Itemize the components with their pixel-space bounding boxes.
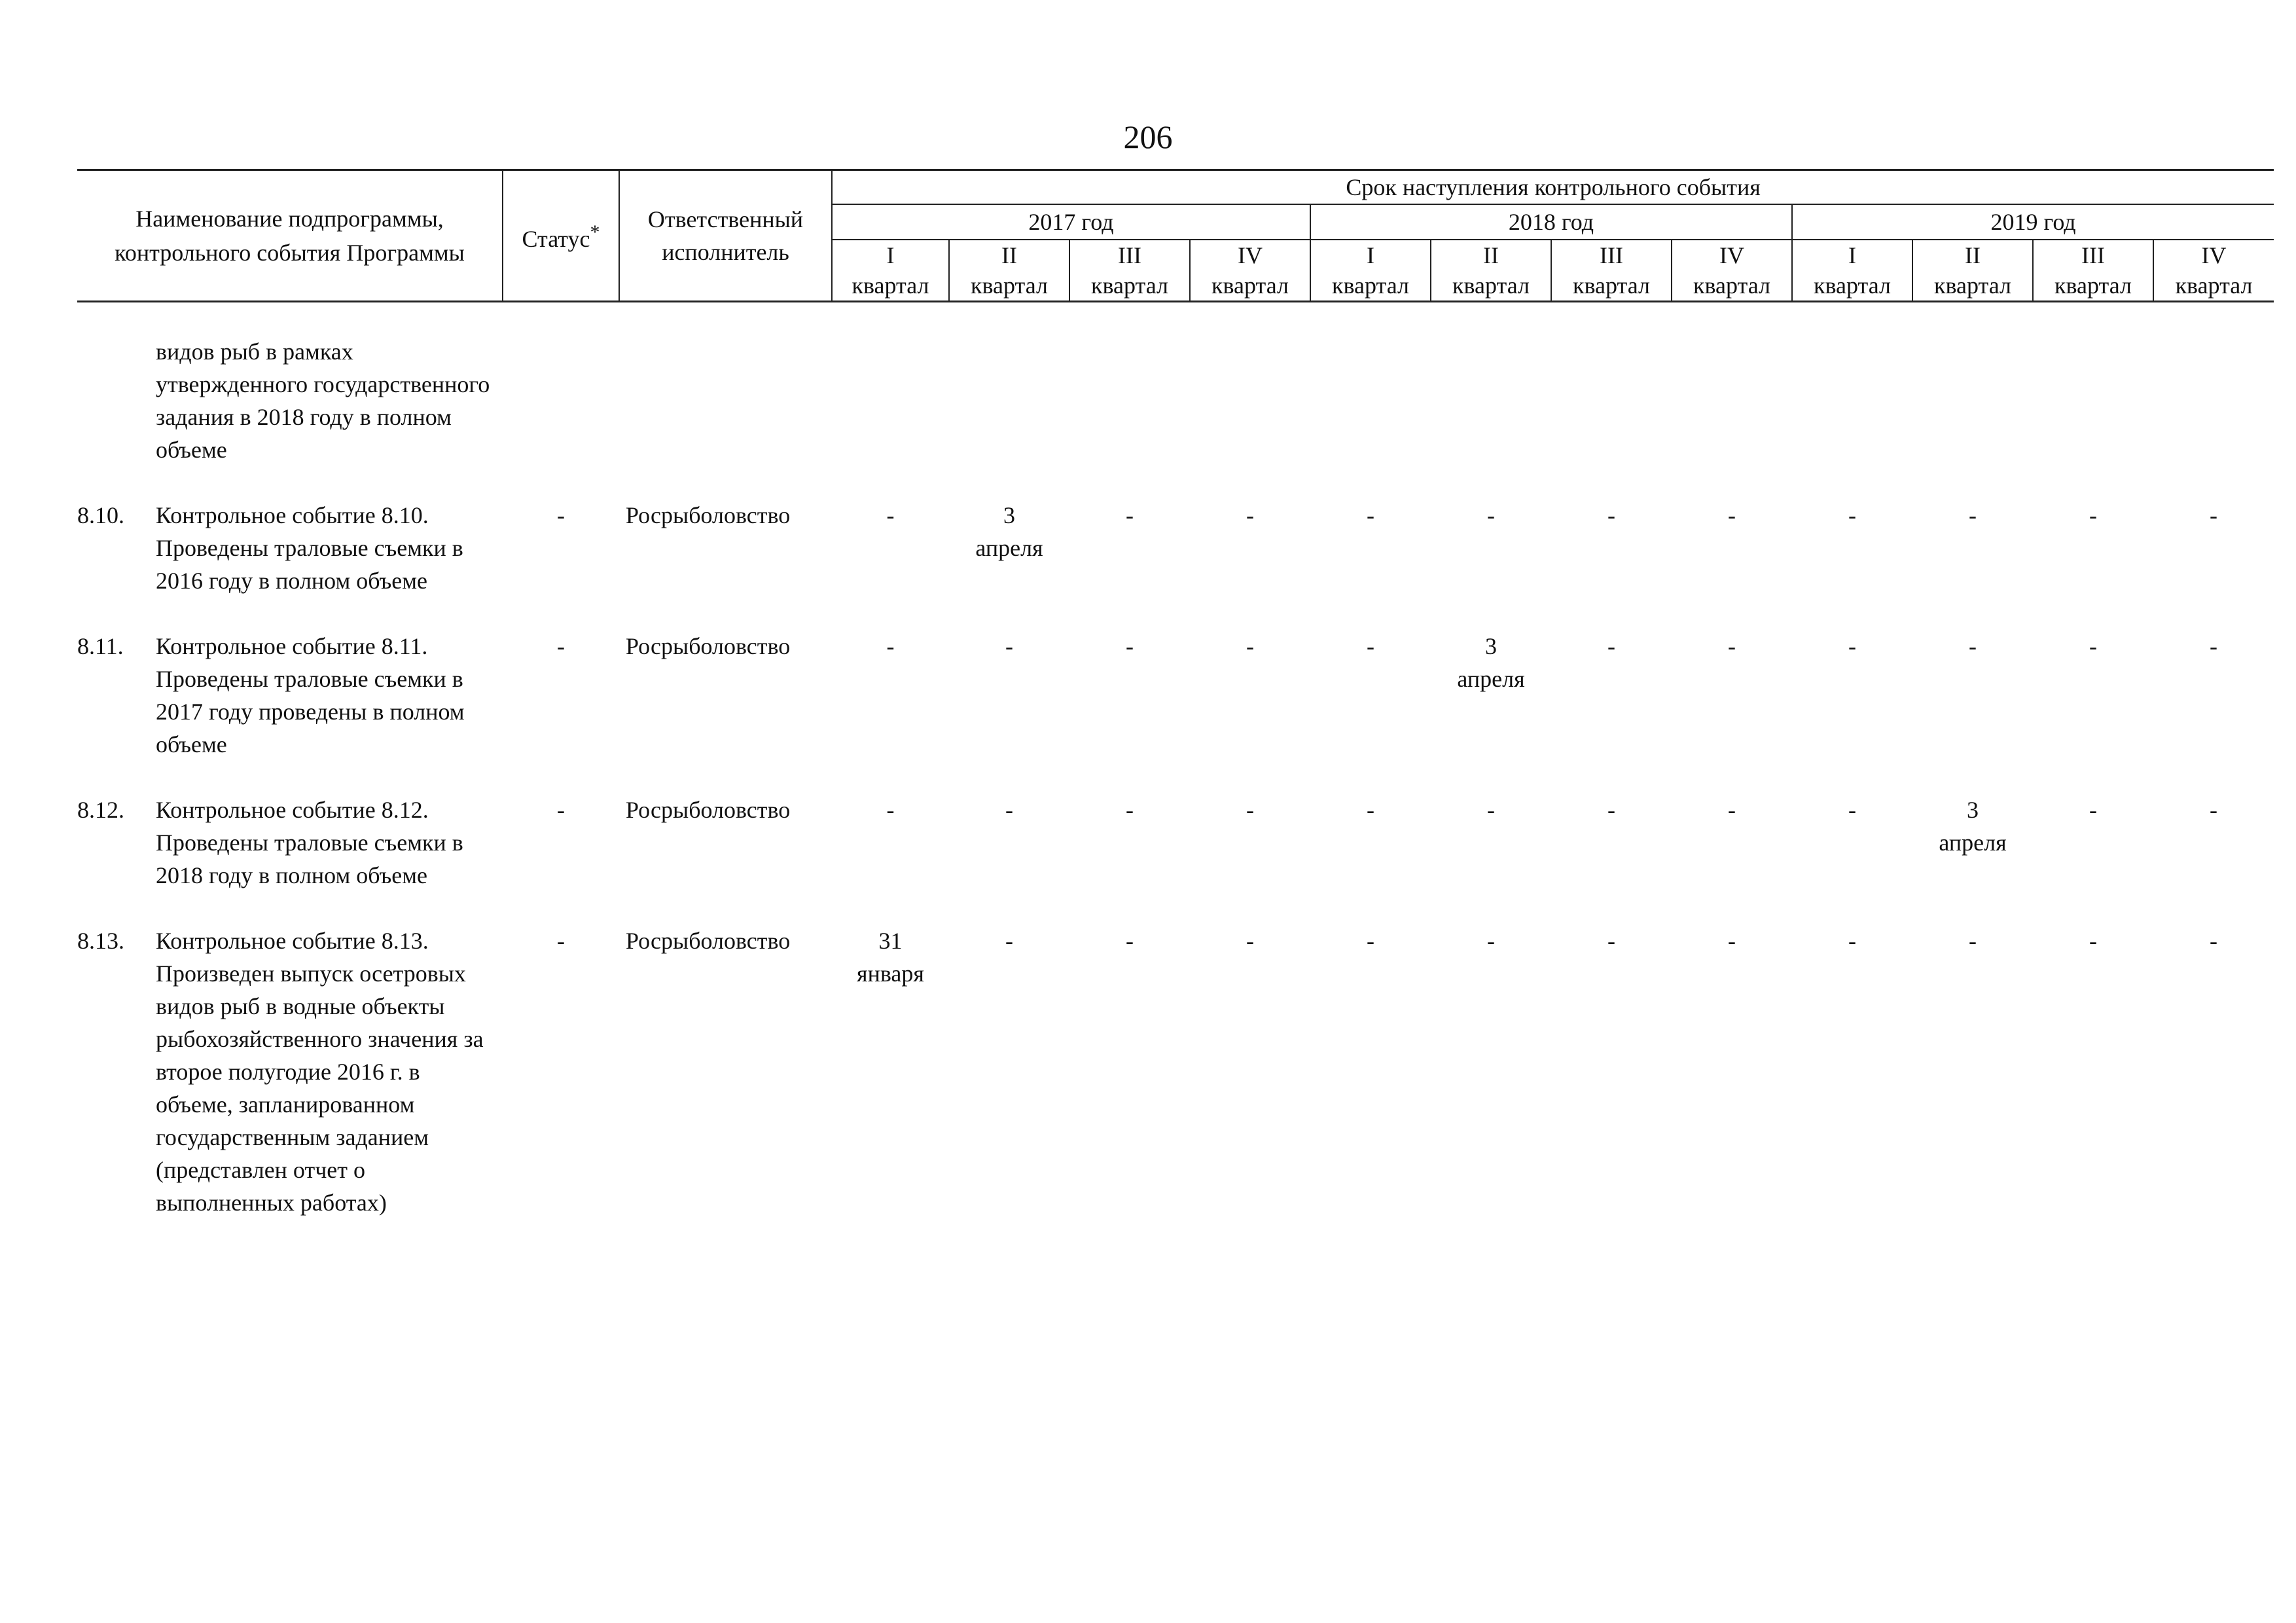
event-name-cell: [77, 630, 503, 761]
header-quarter: [832, 240, 949, 302]
quarter-deadline: -: [1246, 633, 1254, 659]
header-quarter-number: III: [1118, 242, 1141, 268]
event-status: -: [557, 928, 565, 954]
quarter-deadline: -: [1607, 928, 1615, 954]
header-status-label: Статус: [522, 226, 590, 252]
header-quarter: [1431, 240, 1551, 302]
event-name: Контрольное событие 8.13. Произведен выпуск осетровых видов рыб в водные объекты рыбохозяйственного значения за второе полугодие 2016 г. в объеме, запланированном государственным заданием (представлен отчет о выполненных работах): [156, 928, 484, 1216]
table-row: [77, 499, 2274, 597]
header-quarter-number: I: [1848, 242, 1856, 268]
event-number: 8.11.: [77, 633, 124, 659]
quarter-deadline: -: [1607, 502, 1615, 528]
quarter-deadline: -: [1246, 502, 1254, 528]
header-quarter-word: квартал: [971, 272, 1048, 299]
event-name-cell: [77, 499, 503, 597]
quarter-deadline: -: [1367, 797, 1374, 823]
header-quarter: [1069, 240, 1190, 302]
header-quarter: [1190, 240, 1310, 302]
event-responsible: Росрыболовство: [626, 502, 791, 528]
event-responsible: Росрыболовство: [626, 633, 791, 659]
event-name: Контрольное событие 8.10. Проведены траловые съемки в 2016 году в полном объеме: [156, 502, 463, 594]
header-status: [503, 170, 619, 302]
header-quarter-word: квартал: [1814, 272, 1891, 299]
header-quarter-word: квартал: [1332, 272, 1409, 299]
event-name-cell: [77, 924, 503, 1219]
header-quarter-number: III: [1600, 242, 1623, 268]
table-body: [77, 302, 2274, 1220]
quarter-deadline: 31 января: [857, 928, 924, 987]
header-quarter-word: квартал: [2054, 272, 2132, 299]
header-quarter-number: II: [1965, 242, 1981, 268]
event-responsible: Росрыболовство: [626, 928, 791, 954]
event-status: -: [557, 633, 565, 659]
header-quarter: [949, 240, 1069, 302]
quarter-deadline: -: [1487, 928, 1495, 954]
quarter-deadline: -: [1126, 502, 1134, 528]
quarter-deadline: -: [2210, 928, 2218, 954]
table-row: [77, 793, 2274, 892]
quarter-deadline: -: [1728, 928, 1736, 954]
event-name: Контрольное событие 8.12. Проведены траловые съемки в 2018 году в полном объеме: [156, 797, 463, 888]
quarter-deadline: -: [1126, 928, 1134, 954]
quarter-deadline: 3 апреля: [975, 502, 1043, 561]
table-row: [77, 924, 2274, 1219]
quarter-deadline: -: [1728, 633, 1736, 659]
event-status: -: [557, 797, 565, 823]
event-number: 8.12.: [77, 797, 124, 823]
event-responsible: Росрыболовство: [626, 797, 791, 823]
quarter-deadline: -: [1367, 502, 1374, 528]
header-quarter-number: IV: [1719, 242, 1744, 268]
continued-text: видов рыб в рамках утвержденного государственного задания в 2018 году в полном объеме: [156, 338, 490, 463]
quarter-deadline: -: [1487, 797, 1495, 823]
quarter-deadline: -: [1848, 928, 1856, 954]
header-quarter-word: квартал: [1934, 272, 2011, 299]
header-quarter: [1792, 240, 1912, 302]
quarter-deadline: 3 апреля: [1457, 633, 1525, 692]
quarter-deadline: -: [1005, 928, 1013, 954]
quarter-deadline: -: [1005, 797, 1013, 823]
header-quarter-word: квартал: [1693, 272, 1770, 299]
quarter-deadline: -: [1005, 633, 1013, 659]
header-responsible: Ответственный исполнитель: [619, 170, 832, 302]
header-status-mark: *: [590, 221, 600, 243]
quarter-deadline: -: [2089, 502, 2097, 528]
header-name: Наименование подпрограммы, контрольного события Программы: [77, 170, 503, 302]
header-quarter: [1672, 240, 1792, 302]
header-quarter-number: IV: [1238, 242, 1263, 268]
quarter-deadline: -: [2089, 797, 2097, 823]
quarter-deadline: -: [2210, 502, 2218, 528]
quarter-deadline: -: [2210, 633, 2218, 659]
header-quarter: [1912, 240, 2033, 302]
quarter-deadline: -: [886, 502, 895, 528]
quarter-deadline: -: [1848, 502, 1856, 528]
quarter-deadline: -: [1367, 633, 1374, 659]
header-quarter: [1551, 240, 1672, 302]
header-quarter-word: квартал: [1573, 272, 1650, 299]
header-quarter: [1310, 240, 1431, 302]
quarter-deadline: -: [1728, 502, 1736, 528]
header-deadline: Срок наступления контрольного события: [832, 170, 2274, 205]
header-quarter-word: квартал: [852, 272, 929, 299]
quarter-deadline: -: [1969, 633, 1977, 659]
header-quarter-number: IV: [2201, 242, 2227, 268]
quarter-deadline: -: [1728, 797, 1736, 823]
quarter-deadline: -: [1246, 928, 1254, 954]
quarter-deadline: -: [1607, 633, 1615, 659]
quarter-deadline: -: [1607, 797, 1615, 823]
event-number: 8.10.: [77, 502, 124, 528]
header-quarter-number: II: [1001, 242, 1017, 268]
quarter-deadline: -: [1246, 797, 1254, 823]
quarter-deadline: -: [886, 633, 895, 659]
event-name: Контрольное событие 8.11. Проведены траловые съемки в 2017 году проведены в полном объеме: [156, 633, 465, 757]
quarter-deadline: -: [1969, 928, 1977, 954]
header-quarter-word: квартал: [2175, 272, 2253, 299]
event-name-cell: [77, 793, 503, 892]
table-header: [77, 170, 2274, 302]
event-number: 8.13.: [77, 928, 124, 954]
table-row: [77, 630, 2274, 761]
header-quarter-number: I: [886, 242, 895, 268]
header-quarter: [2033, 240, 2153, 302]
header-quarter-number: II: [1483, 242, 1499, 268]
header-quarter-number: III: [2081, 242, 2105, 268]
header-year: 2019 год: [1792, 204, 2274, 240]
quarter-deadline: -: [2089, 633, 2097, 659]
quarter-deadline: -: [1126, 633, 1134, 659]
quarter-deadline: -: [1848, 797, 1856, 823]
header-quarter-number: I: [1367, 242, 1374, 268]
continued-cell: [77, 335, 503, 466]
header-year: 2017 год: [832, 204, 1310, 240]
page-number: 206: [1123, 119, 1173, 155]
quarter-deadline: -: [1969, 502, 1977, 528]
quarter-deadline: -: [1126, 797, 1134, 823]
quarter-deadline: -: [2210, 797, 2218, 823]
header-year: 2018 год: [1310, 204, 1792, 240]
quarter-deadline: -: [1848, 633, 1856, 659]
quarter-deadline: -: [886, 797, 895, 823]
header-quarter-word: квартал: [1452, 272, 1530, 299]
quarter-deadline: -: [2089, 928, 2097, 954]
event-status: -: [557, 502, 565, 528]
control-events-table: [77, 169, 2274, 1219]
quarter-deadline: -: [1367, 928, 1374, 954]
header-quarter: [2153, 240, 2274, 302]
quarter-deadline: -: [1487, 502, 1495, 528]
quarter-deadline: 3 апреля: [1939, 797, 2007, 856]
header-quarter-word: квартал: [1091, 272, 1168, 299]
header-quarter-word: квартал: [1211, 272, 1289, 299]
